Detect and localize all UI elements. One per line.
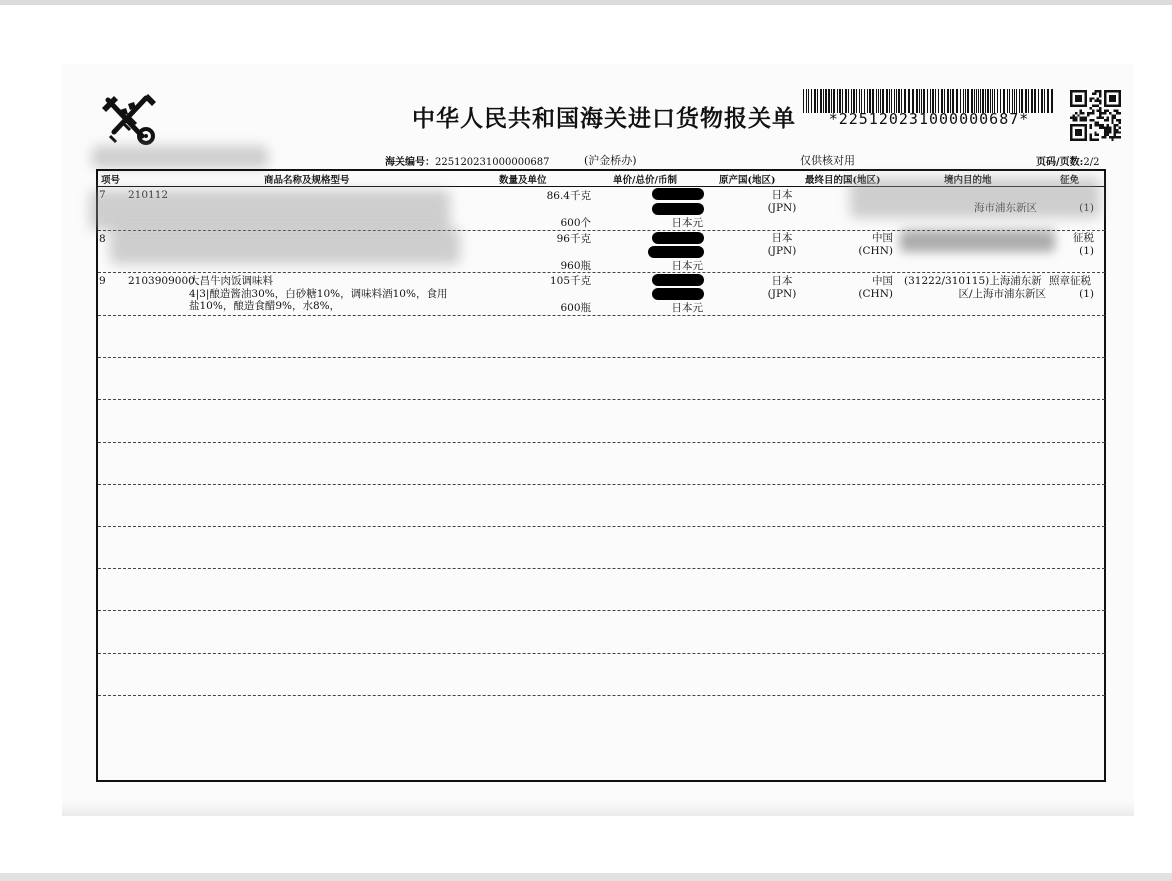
- col-header-domestic-destination: 境内目的地: [944, 175, 992, 186]
- customs-office: (沪金桥办): [584, 154, 637, 167]
- redacted-row8-goods: [110, 228, 460, 264]
- qr-cell: [1070, 90, 1087, 92]
- row8-currency: 日本元: [671, 260, 703, 272]
- row9-levy: 照章征税: [1049, 275, 1091, 287]
- col-header-levy: 征免: [1060, 175, 1080, 186]
- qr-cell: [1089, 139, 1091, 141]
- qr-cell: [1119, 136, 1121, 138]
- qr-cell: [1094, 134, 1096, 136]
- barcode-number: *225120231000000687*: [828, 110, 1030, 128]
- bottom-bar: [0, 873, 1172, 881]
- qr-cell: [1106, 134, 1108, 136]
- redacted-price: [652, 232, 704, 244]
- qr-cell: [1109, 126, 1111, 128]
- row9-destination-region2: 区/上海市浦东新区: [958, 288, 1046, 300]
- empty-row-divider: [98, 653, 1105, 654]
- qr-cell: [1089, 136, 1091, 138]
- row8-levy: 征税: [1073, 232, 1094, 244]
- qr-cell: [1089, 107, 1091, 109]
- qr-cell: [1075, 95, 1082, 102]
- qr-cell: [1111, 122, 1113, 124]
- qr-cell: [1114, 126, 1116, 128]
- qr-cell: [1111, 119, 1113, 121]
- row9-item-no: 9: [99, 275, 106, 287]
- qr-cell: [1114, 131, 1116, 133]
- col-header-origin: 原产国(地区): [719, 175, 776, 186]
- row9-goods-name: 大昌牛肉饭调味料: [189, 275, 273, 287]
- qr-cell: [1119, 112, 1121, 114]
- qr-cell: [1106, 109, 1108, 111]
- row9-origin: 日本: [771, 275, 793, 287]
- qr-cell: [1089, 126, 1091, 128]
- qr-cell: [1099, 95, 1101, 97]
- qr-cell: [1080, 119, 1082, 121]
- qr-cell: [1104, 129, 1106, 131]
- redacted-price: [652, 188, 704, 200]
- qr-cell: [1111, 114, 1113, 116]
- qr-cell: [1111, 139, 1113, 141]
- qr-cell: [1089, 97, 1091, 99]
- qr-cell: [1099, 117, 1101, 119]
- qr-cell: [1089, 124, 1091, 126]
- qr-cell: [1104, 131, 1106, 133]
- form-title: 中华人民共和国海关进口货物报关单: [412, 106, 796, 132]
- redacted-row8-destination: [900, 230, 1055, 252]
- qr-cell: [1070, 117, 1072, 119]
- qr-cell: [1106, 129, 1108, 131]
- qr-cell: [1097, 134, 1099, 136]
- qr-cell: [1116, 131, 1118, 133]
- qr-cell: [1106, 117, 1108, 119]
- qr-cell: [1104, 90, 1106, 107]
- qr-cell: [1094, 122, 1096, 124]
- qr-cell: [1070, 90, 1072, 107]
- qr-cell: [1070, 124, 1072, 141]
- empty-row-divider: [98, 442, 1105, 443]
- qr-cell: [1119, 126, 1121, 128]
- redacted-row7-goods: [90, 190, 450, 230]
- row7-origin: 日本: [771, 189, 793, 201]
- empty-row-divider: [98, 568, 1105, 569]
- col-header-item-no: 项号: [101, 175, 121, 186]
- row8-divider: [98, 272, 1105, 273]
- qr-cell: [1119, 90, 1121, 107]
- empty-row-divider: [98, 695, 1105, 696]
- qr-cell: [1094, 139, 1096, 141]
- qr-cell: [1116, 136, 1118, 138]
- qr-cell: [1094, 92, 1096, 94]
- qr-cell: [1085, 117, 1087, 119]
- row9-spec-line2: 盐10%，酿造食醋9%，水8%，: [189, 300, 341, 312]
- row7-destination-region: 海市浦东新区: [974, 202, 1037, 214]
- qr-cell: [1119, 119, 1121, 121]
- qr-cell: [1094, 124, 1096, 126]
- qr-cell: [1097, 90, 1099, 92]
- row9-quantity2: 600瓶: [560, 302, 591, 314]
- page-number: [1036, 153, 1099, 168]
- empty-row-divider: [98, 357, 1105, 358]
- qr-cell: [1104, 136, 1106, 138]
- row8-origin-code: (JPN): [767, 245, 797, 257]
- qr-cell: [1106, 124, 1108, 126]
- qr-cell: [1114, 114, 1116, 116]
- qr-cell: [1080, 117, 1082, 119]
- qr-cell: [1072, 117, 1074, 119]
- qr-cell: [1099, 126, 1101, 128]
- customs-number: 225120231000000687: [435, 157, 550, 168]
- customs-number-label: 海关编号：: [385, 157, 435, 168]
- row9-destination-country-code: (CHN): [858, 288, 893, 300]
- redacted-total: [648, 246, 704, 258]
- row9-destination-country: 中国: [872, 275, 893, 287]
- qr-cell: [1114, 124, 1116, 126]
- qr-cell: [1072, 119, 1074, 121]
- page-label: 页码/页数:: [1036, 157, 1084, 168]
- qr-cell: [1102, 124, 1104, 126]
- qr-cell: [1109, 136, 1111, 138]
- qr-cell: [1104, 109, 1106, 111]
- qr-cell: [1106, 131, 1108, 133]
- qr-cell: [1119, 122, 1121, 124]
- qr-cell: [1104, 90, 1121, 92]
- qr-cell: [1099, 114, 1101, 116]
- qr-cell: [1104, 112, 1106, 114]
- qr-cell: [1099, 100, 1101, 102]
- qr-cell: [1092, 109, 1094, 111]
- qr-cell: [1109, 129, 1111, 131]
- qr-cell: [1114, 136, 1116, 138]
- qr-cell: [1099, 102, 1101, 104]
- qr-cell: [1075, 129, 1082, 136]
- redacted-total: [652, 203, 704, 215]
- qr-cell: [1077, 114, 1079, 116]
- qr-cell: [1116, 124, 1118, 126]
- qr-cell: [1087, 114, 1089, 116]
- col-header-goods-name: 商品名称及规格型号: [264, 175, 350, 186]
- qr-cell: [1092, 105, 1094, 107]
- qr-cell: [1102, 136, 1104, 138]
- redacted-row7-destination: [850, 178, 1100, 218]
- qr-cell: [1109, 112, 1111, 114]
- empty-row-divider: [98, 526, 1105, 527]
- empty-row-divider: [98, 610, 1105, 611]
- qr-cell: [1085, 90, 1087, 107]
- qr-cell: [1114, 117, 1116, 119]
- row9-spec-line1: 4|3|酿造酱油30%，白砂糖10%，调味料酒10%，食用: [189, 288, 448, 300]
- qr-cell: [1082, 112, 1084, 114]
- qr-cell: [1089, 134, 1091, 136]
- redacted-declarant: [92, 146, 268, 168]
- qr-cell: [1102, 117, 1104, 119]
- row9-quantity: 105千克: [549, 275, 591, 287]
- page-shadow: [62, 800, 1134, 816]
- qr-cell: [1072, 114, 1074, 116]
- qr-cell: [1094, 100, 1096, 102]
- row7-quantity2: 600个: [560, 217, 591, 229]
- qr-cell: [1102, 126, 1104, 128]
- verify-only-notice: 仅供核对用: [800, 154, 855, 167]
- customs-emblem-icon: [100, 94, 160, 146]
- qr-cell: [1094, 131, 1096, 133]
- qr-cell: [1099, 107, 1101, 109]
- qr-cell: [1082, 119, 1084, 121]
- qr-cell: [1104, 134, 1106, 136]
- row9-destination-region1: (31222/310115)上海浦东新: [904, 275, 1042, 287]
- row8-quantity2: 960瓶: [560, 260, 591, 272]
- qr-cell: [1092, 119, 1094, 121]
- row8-levy-code: (1): [1079, 245, 1094, 257]
- row7-currency: 日本元: [671, 217, 703, 229]
- row7-origin-code: (JPN): [767, 202, 797, 214]
- qr-cell: [1104, 105, 1121, 107]
- qr-cell: [1082, 117, 1084, 119]
- redacted-total: [652, 288, 704, 300]
- row9-origin-code: (JPN): [767, 288, 797, 300]
- qr-cell: [1075, 117, 1077, 119]
- qr-cell: [1116, 112, 1118, 114]
- qr-cell: [1114, 109, 1116, 111]
- qr-cell: [1111, 136, 1113, 138]
- qr-cell: [1116, 119, 1118, 121]
- qr-cell: [1114, 129, 1116, 131]
- empty-row-divider: [98, 399, 1105, 400]
- qr-cell: [1119, 131, 1121, 133]
- row9-currency: 日本元: [671, 302, 703, 314]
- qr-cell: [1099, 92, 1101, 94]
- qr-cell: [1092, 139, 1094, 141]
- col-header-destination-country: 最终目的国(地区): [805, 175, 881, 186]
- row7-hs-code: 210112: [128, 189, 169, 201]
- qr-cell: [1070, 124, 1087, 126]
- qr-cell: [1099, 109, 1101, 111]
- qr-cell: [1089, 100, 1091, 102]
- qr-cell: [1092, 92, 1094, 94]
- row8-origin: 日本: [771, 232, 793, 244]
- qr-cell: [1094, 90, 1096, 92]
- row9-divider: [98, 315, 1105, 316]
- qr-cell: [1097, 122, 1099, 124]
- row7-quantity: 86.4千克: [546, 190, 591, 202]
- qr-cell: [1116, 109, 1118, 111]
- qr-cell: [1070, 105, 1087, 107]
- qr-cell: [1104, 119, 1106, 121]
- qr-cell: [1114, 134, 1116, 136]
- redacted-price: [652, 274, 704, 286]
- qr-cell: [1099, 124, 1101, 126]
- qr-cell: [1097, 124, 1099, 126]
- qr-cell: [1092, 112, 1094, 114]
- row7-item-no: 7: [99, 189, 106, 201]
- row8-item-no: 8: [99, 233, 106, 245]
- qr-cell: [1097, 109, 1099, 111]
- qr-code-icon: [1070, 90, 1121, 141]
- customs-number-line: [385, 153, 550, 168]
- qr-cell: [1097, 117, 1099, 119]
- qr-cell: [1116, 129, 1118, 131]
- qr-cell: [1106, 119, 1108, 121]
- row8-destination-country-code: (CHN): [858, 245, 893, 257]
- qr-cell: [1099, 112, 1101, 114]
- qr-cell: [1111, 117, 1113, 119]
- qr-cell: [1109, 131, 1111, 133]
- qr-cell: [1097, 97, 1099, 99]
- qr-cell: [1080, 112, 1082, 114]
- qr-cell: [1109, 95, 1116, 102]
- qr-cell: [1092, 97, 1094, 99]
- qr-cell: [1070, 139, 1087, 141]
- page-value: 2/2: [1083, 157, 1100, 168]
- qr-cell: [1075, 112, 1077, 114]
- row9-hs-code: 2103909000: [128, 275, 195, 287]
- col-header-quantity: 数量及单位: [499, 175, 547, 186]
- qr-cell: [1087, 112, 1089, 114]
- qr-cell: [1089, 112, 1091, 114]
- qr-cell: [1106, 126, 1108, 128]
- qr-cell: [1097, 100, 1099, 102]
- col-header-price: 单价/总价/币制: [613, 175, 677, 186]
- qr-cell: [1075, 119, 1077, 121]
- qr-cell: [1102, 112, 1104, 114]
- qr-cell: [1094, 105, 1096, 107]
- qr-cell: [1080, 109, 1082, 111]
- qr-cell: [1085, 124, 1087, 141]
- qr-cell: [1097, 139, 1099, 141]
- qr-cell: [1089, 119, 1091, 121]
- qr-cell: [1104, 126, 1106, 128]
- row9-levy-code: (1): [1079, 288, 1094, 300]
- qr-cell: [1097, 105, 1099, 107]
- qr-cell: [1085, 119, 1087, 121]
- empty-row-divider: [98, 484, 1105, 485]
- row8-destination-country: 中国: [872, 232, 893, 244]
- qr-cell: [1099, 90, 1101, 92]
- row8-quantity: 96千克: [556, 233, 591, 245]
- row7-levy: (1): [1079, 202, 1094, 214]
